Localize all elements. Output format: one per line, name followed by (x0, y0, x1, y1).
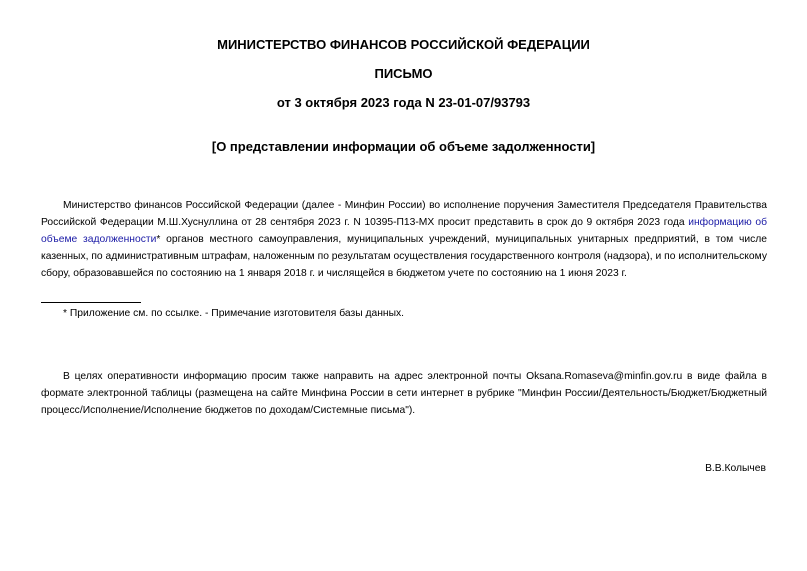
main-paragraph-text-end: * органов местного самоуправления, муниципальных учреждений, муниципальных унитарных предприятий, в том числе казенных, по административным штрафам, наложенным по результатам осуществления государственного контроля (надзора), и по исполнительскому сбору, образовавшейся по состоянию на 1 января 2018 г. и числящейся в бюджетом учете по состоянию на 1 июня 2023 г. (41, 234, 768, 279)
email-request-paragraph: В целях оперативности информацию просим также направить на адрес электронной почты Oksana.Romaseva@minfin.gov.ru в виде файла в формате электронной таблицы (размещена на сайте Минфина России в сети интернет в рубрике "Минфин России/Деятельность/Бюджет/Бюджетный процесс/Исполнение/Исполнение бюджетов по доходам/Системные письма"). (41, 371, 767, 416)
main-paragraph (41, 197, 767, 282)
footnote-text: * Приложение см. по ссылке. - Примечание изготовителя базы данных. (63, 308, 405, 319)
attachment-link[interactable]: информацию об объеме задолженности (41, 217, 767, 245)
main-paragraph-text-start: Министерство финансов Российской Федерации (далее - Минфин России) во исполнение поручения Заместителя Председателя Правительства Российской Федерации М.Ш.Хуснуллина от 28 сентября 2023 г. N 10395-П13-МХ просит представить в срок до 9 октября 2023 года (41, 200, 767, 228)
document-subject: [О представлении информации об объеме задолженности] (211, 139, 596, 154)
footnote-divider (41, 302, 141, 303)
ministry-heading: МИНИСТЕРСТВО ФИНАНСОВ РОССИЙСКОЙ ФЕДЕРАЦИИ (217, 37, 590, 52)
document-date-number: от 3 октября 2023 года N 23-01-07/93793 (276, 95, 531, 110)
document-type-heading: ПИСЬМО (374, 66, 433, 81)
signature: В.В.Колычев (705, 463, 766, 474)
